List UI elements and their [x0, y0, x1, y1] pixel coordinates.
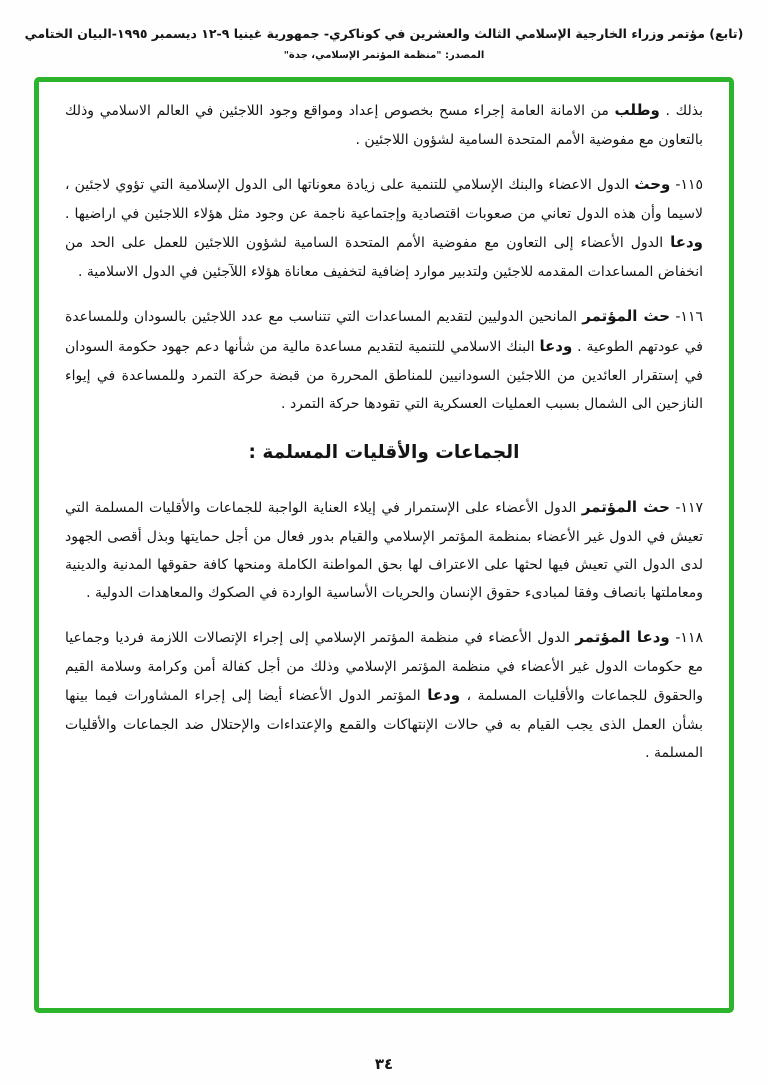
paragraph: [65, 493, 703, 607]
section-heading: الجماعات والأقليات المسلمة :: [248, 441, 520, 463]
text-run: من الامانة العامة إجراء مسح بخصوص إعداد ومواقع وجود اللاجئين في العالم الاسلامي وذلك بالتعاون مع مفوضية الأمم المتحدة السامية لشؤون اللاجئين .: [65, 103, 703, 148]
text-run: الدول الأعضاء على الإستمرار في إيلاء العناية الواجبة للجماعات والأقليات المسلمة التي تعيش في الدول غير الأعضاء بمنظمة المؤتمر الإسلامي والقيام بدور فعال من أجل حمايتها وبذل أقصى الجهود لدى الدول التي تعيش فيها لحثها على الاعتراف لها بحق المواطنة الكاملة ومنحها كافة حقوقها المدنية والدينية ومعاملتها بانصاف وفقا لمبادىء حقوق الإنسان والحريات الأساسية الواردة في الصكوك والمعاهدات الدولية .: [65, 499, 703, 601]
text-run: الدول الأعضاء في منظمة المؤتمر الإسلامي إلى إجراء الإتصالات اللازمة فرديا وجماعيا مع حكومات الدول غير الأعضاء في منظمة المؤتمر الإسلامي وذلك من أجل كفالة أمن وكرامة وسلامة القيم والحقوق للجماعات والأقليات المسلمة ،: [65, 629, 703, 704]
text-run: بذلك .: [659, 103, 703, 119]
page-number: ٣٤: [374, 1055, 394, 1073]
document-header: [0, 0, 768, 61]
header-title: (تابع) مؤتمر وزراء الخارجية الإسلامي الثالث والعشرين في كوناكري- جمهورية غينيا ٩-١٢ ديسمبر ١٩٩٥-البيان الختامي: [24, 26, 744, 41]
text-run: المانحين الدوليين لتقديم المساعدات التي تتناسب مع عدد اللاجئين بالسودان وللمساعدة في عودتهم الطوعية .: [65, 308, 703, 355]
bold-text-run: حث المؤتمر: [582, 306, 671, 325]
bold-text-run: ودعا المؤتمر: [575, 627, 670, 646]
paragraph: [65, 170, 703, 286]
text-run: المؤتمر الدول الأعضاء أيضا إلى إجراء المشاورات فيما بينها بشأن العمل الذى يجب القيام به في حالات الإنتهاكات والقمع والإعتداءات والإحتلال ضد الجماعات والأقليات المسلمة .: [65, 687, 703, 761]
text-run: الدول الاعضاء والبنك الإسلامي للتنمية على زيادة معوناتها الى الدول الإسلامية التي تؤوي لاجئين ، لاسيما وأن هذه الدول تعاني من صعوبات اقتصادية وإجتماعية ناجمة عن وجود مثل هؤلاء اللاجئين في اراضيها .: [65, 176, 703, 222]
text-run: الدول الأعضاء إلى التعاون مع مفوضية الأمم المتحدة السامية لشؤون اللاجئين للعمل على الحد من انخفاض المساعدات المقدمه للاجئين ولتدبير موارد إضافية لتخفيف معاناة هؤلاء اللآجئين في الدول الاسلامية .: [65, 234, 703, 280]
header-source: المصدر: "منظمة المؤتمر الإسلامي، جدة": [283, 50, 485, 61]
text-run: ١١٦-: [670, 308, 703, 325]
bold-text-run: وطلب: [614, 101, 660, 119]
text-run: ١١٨-: [669, 629, 703, 646]
paragraph: [65, 623, 703, 767]
bold-text-run: وحث: [634, 174, 671, 193]
bold-text-run: حث المؤتمر: [581, 497, 670, 516]
paragraph: [65, 96, 703, 154]
paragraph: [65, 302, 703, 418]
document-body: [65, 96, 703, 767]
text-run: ١١٥-: [670, 176, 703, 193]
bold-text-run: ودعا: [427, 685, 461, 704]
text-run: ١١٧-: [669, 499, 703, 516]
bold-text-run: ودعا: [539, 336, 573, 355]
bold-text-run: ودعا: [670, 232, 703, 251]
text-run: البنك الاسلامي للتنمية لتقديم مساعدة مالية من شأنها دعم جهود حكومة السودان في إستقرار العائدين من اللاجئين السودانيين للمناطق المحررة من قبضة حركة التمرد وللمساعدة في إيواء النازحين الى الشمال بسبب العمليات العسكرية التي تقودها حركة التمرد .: [65, 338, 703, 412]
content-border-box: [34, 77, 734, 1013]
